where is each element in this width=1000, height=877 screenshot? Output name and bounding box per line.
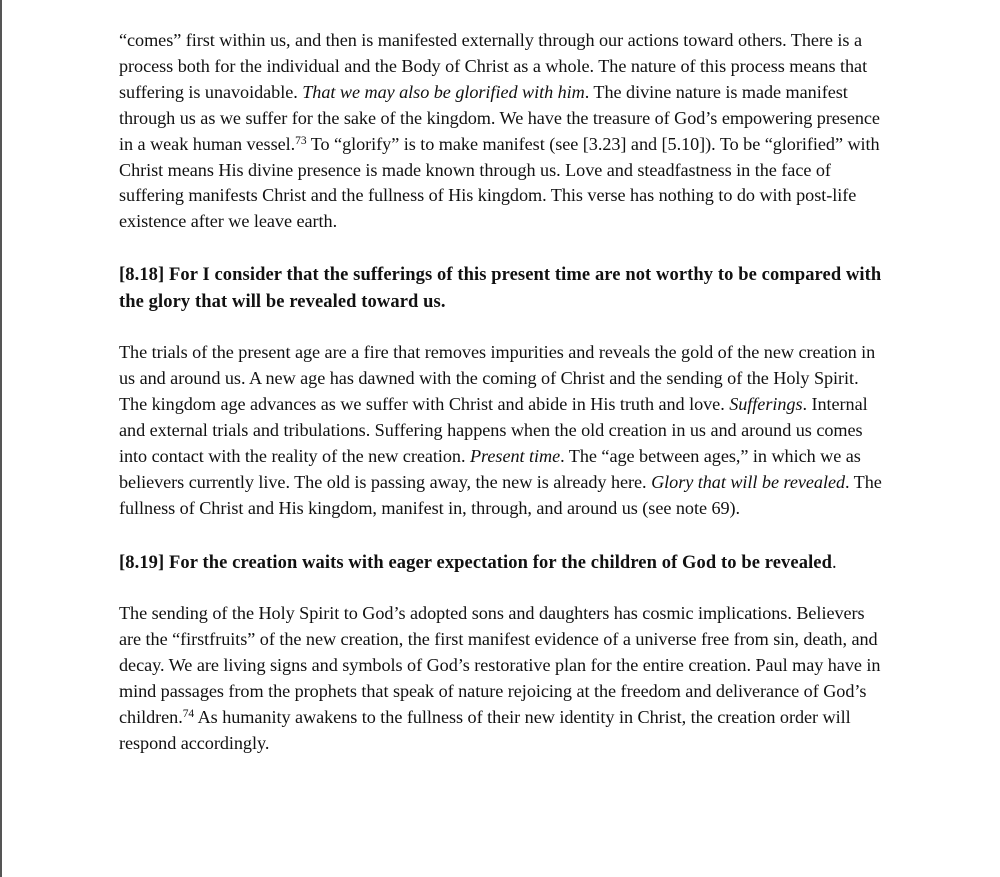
italic-term-glory-revealed: Glory that will be revealed — [651, 471, 846, 492]
verse-heading-period: . — [832, 552, 837, 573]
commentary-paragraph-8-19 — [119, 601, 889, 756]
text-run: The trials of the present age are a fire that removes impurities and reveals the gold of the new creation in us and around us. A new age has dawned with the coming of Christ and the sending of the Holy Spirit. The kingdom age advances as we suffer with Christ and abide in His truth and love. — [119, 342, 876, 415]
text-run: The sending of the Holy Spirit to God’s adopted sons and daughters has cosmic implications. Believers are the “firstfruits” of the new creation, the first manifest evidence of a universe free from sin, death, and decay. We are living signs and symbols of God’s restorative plan for the entire creation. Paul may have in mind passages from the prophets that speak of nature rejoicing at the freedom and deliverance of God’s children. — [119, 603, 881, 727]
spacer — [119, 235, 889, 262]
italic-term-present-time: Present time — [469, 445, 561, 466]
page-left-edge — [0, 0, 2, 877]
italic-phrase: That we may also be glorified with him — [302, 81, 585, 102]
commentary-paragraph-8-18 — [119, 340, 889, 521]
text-run: . The divine nature is made manifest through us as we suffer for the sake of the kingdom. We have the treasure of God’s empowering presence in a weak human vessel. — [119, 81, 880, 154]
verse-heading-text: [8.19] For the creation waits with eager expectation for the children of God to be revealed — [119, 552, 833, 573]
text-run: . The fullness of Christ and His kingdom, manifest in, through, and around us (see note 69). — [119, 471, 882, 518]
commentary-paragraph-8-17 — [119, 28, 889, 235]
text-run: . The “age between ages,” in which we as believers currently live. The old is passing away, the new is already here. — [119, 445, 861, 492]
footnote-ref-74[interactable]: 74 — [182, 707, 195, 720]
spacer — [119, 522, 889, 550]
verse-heading-8-18: [8.18] For I consider that the sufferings of this present time are not worthy to be compared with the glory that will be revealed toward us. — [119, 265, 882, 312]
text-run: To “glorify” is to make manifest (see [3.23] and [5.10]). To be “glorified” with Christ means His divine presence is made known through us. Love and steadfastness in the face of suffering manifests Christ and the fullness of His kingdom. This verse has nothing to do with post-life existence after we leave earth. — [119, 133, 880, 232]
italic-term-sufferings: Sufferings — [729, 394, 803, 415]
spacer — [119, 576, 889, 601]
footnote-ref-73[interactable]: 73 — [295, 134, 307, 147]
text-run: As humanity awakens to the fullness of their new identity in Christ, the creation order will respond accordingly. — [119, 706, 851, 753]
text-run: “comes” first within us, and then is manifested externally through our actions toward others. There is a process both for the individual and the Body of Christ as a whole. The nature of this process means that suffering is unavoidable. — [119, 30, 868, 102]
verse-heading-8-19 — [119, 550, 889, 577]
text-run: . Internal and external trials and tribulations. Suffering happens when the old creation in us and around us comes into contact with the reality of the new creation. — [119, 394, 868, 466]
document-body — [119, 28, 889, 757]
spacer — [119, 315, 889, 340]
